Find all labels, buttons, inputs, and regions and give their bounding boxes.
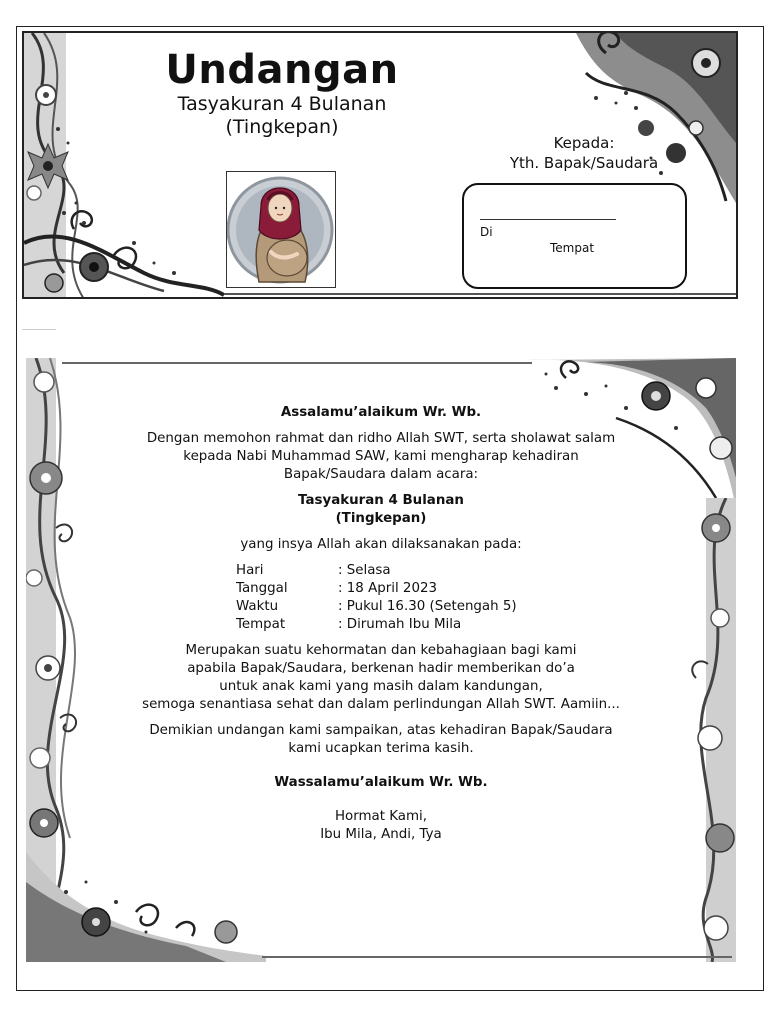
floral-ornament-icon — [576, 33, 736, 203]
detail-value: : 18 April 2023 — [338, 581, 438, 596]
pregnant-woman-icon — [227, 172, 334, 286]
body-line: untuk anak kami yang masih dalam kandungan, — [219, 679, 543, 694]
subtitle-line: Tasyakuran 4 Bulanan — [177, 93, 387, 115]
detail-label: Waktu — [236, 599, 279, 614]
farewell: Wassalamu’alaikum Wr. Wb. — [274, 775, 488, 790]
detail-value: : Selasa — [338, 563, 391, 578]
detail-label: Tanggal — [236, 581, 288, 596]
address-blank-line — [480, 219, 616, 220]
detail-value: : Pukul 16.30 (Setengah 5) — [338, 599, 517, 614]
address-tempat: Tempat — [550, 241, 595, 255]
body-paragraph — [26, 642, 736, 714]
closing-line: kami ucapkan terima kasih. — [288, 741, 474, 756]
address-di: Di — [480, 225, 493, 239]
kepada-label: Kepada: — [553, 134, 615, 152]
invitation-letter — [26, 358, 736, 962]
invitation-cover — [22, 31, 738, 299]
letter-bottom-line — [262, 956, 732, 958]
body-line: Merupakan suatu kehormatan dan kebahagiaan bagi kami — [185, 643, 577, 658]
recipient-heading — [454, 133, 714, 173]
address-box — [462, 183, 687, 289]
invitation-subtitle — [132, 93, 432, 139]
detail-label: Tempat — [236, 617, 286, 632]
event-name-sub: (Tingkepan) — [335, 511, 427, 526]
yth-label: Yth. Bapak/Saudara — [509, 154, 659, 172]
detail-row — [236, 580, 526, 598]
closing-paragraph — [26, 722, 736, 758]
detail-row — [236, 598, 526, 616]
detail-value: : Dirumah Ibu Mila — [338, 617, 462, 632]
event-name: Tasyakuran 4 Bulanan — [298, 493, 464, 508]
detail-row — [236, 616, 526, 634]
invitation-title: Undangan — [165, 47, 399, 93]
cover-illustration — [226, 171, 336, 288]
details-intro: yang insya Allah akan dilaksanakan pada: — [240, 537, 522, 552]
cover-divider-line — [224, 293, 736, 295]
letter-top-line — [62, 362, 532, 364]
letter-body — [26, 404, 736, 844]
floral-ornament-icon — [26, 852, 266, 962]
opening-line: Dengan memohon rahmat dan ridho Allah SWT, serta sholawat salam — [146, 431, 616, 446]
closing-line: Demikian undangan kami sampaikan, atas kehadiran Bapak/Saudara — [149, 723, 613, 738]
greeting: Assalamu’alaikum Wr. Wb. — [280, 405, 482, 420]
detail-label: Hari — [236, 563, 264, 578]
regards: Hormat Kami, — [334, 809, 428, 824]
separator-dash — [22, 329, 56, 330]
event-details — [236, 562, 526, 634]
detail-row — [236, 562, 526, 580]
body-line: apabila Bapak/Saudara, berkenan hadir memberikan do’a — [187, 661, 575, 676]
opening-paragraph — [26, 430, 736, 484]
opening-line: kepada Nabi Muhammad SAW, kami mengharap kehadiran — [183, 449, 579, 464]
signatories: Ibu Mila, Andi, Tya — [320, 827, 442, 842]
opening-line: Bapak/Saudara dalam acara: — [283, 467, 479, 482]
body-line: semoga senantiasa sehat dan dalam perlindungan Allah SWT. Aamiin... — [142, 697, 620, 712]
subtitle-line: (Tingkepan) — [225, 116, 339, 138]
